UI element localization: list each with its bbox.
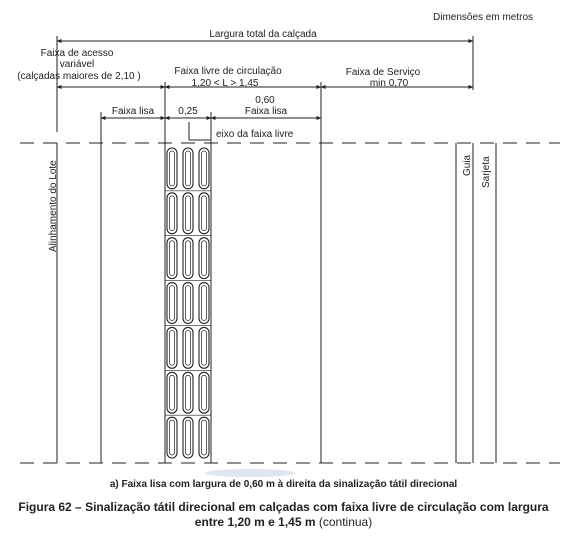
access-strip-label-3: (calçadas maiores de 2,10 ) (17, 71, 141, 82)
curb-label: Guia (462, 154, 473, 176)
caption-line-1: Figura 62 – Sinalização tátil direcional em calçadas com faixa livre de circulação com largura (18, 500, 549, 514)
tactile-tiles (165, 148, 211, 458)
tactile-bar (183, 417, 193, 458)
tactile-bar (167, 372, 177, 413)
service-strip-label-1: Faixa de Serviço (345, 67, 421, 78)
caption-line-2-text: entre 1,20 m e 1,45 m (194, 515, 316, 529)
tactile-bar (183, 372, 193, 413)
tactile-bar (199, 148, 209, 189)
access-strip-label-1: Faixa de acesso (40, 48, 114, 59)
tactile-bar-inner (202, 241, 207, 276)
tactile-bar-inner (202, 196, 207, 231)
gutter-label: Sarjeta (481, 156, 492, 188)
tactile-bar-inner (202, 286, 207, 321)
figure-caption (0, 500, 567, 530)
right-width-label: 0,60 (255, 95, 275, 106)
tactile-bar (199, 238, 209, 279)
tactile-bar (167, 238, 177, 279)
tactile-bar-inner (186, 241, 191, 276)
tactile-width-label: 0,25 (178, 106, 198, 117)
figure-subtitle: a) Faixa lisa com largura de 0,60 m à direita da sinalização tátil direcional (109, 479, 458, 490)
tactile-bar (183, 193, 193, 234)
lot-alignment-label: Alinhamento do Lote (48, 160, 59, 252)
tactile-bar-inner (186, 330, 191, 365)
tactile-bar (199, 193, 209, 234)
free-strip-label-2: 1,20 < L > 1,45 (191, 78, 259, 89)
tactile-bar (183, 238, 193, 279)
tactile-bar-inner (186, 151, 191, 186)
tactile-bar (167, 283, 177, 324)
smooth-left-label: Faixa lisa (111, 106, 155, 117)
tactile-bar-inner (170, 330, 175, 365)
tactile-bar-inner (170, 151, 175, 186)
axis-label: eixo da faixa livre (216, 129, 294, 140)
tactile-bar-inner (202, 375, 207, 410)
tactile-bar-inner (170, 420, 175, 455)
service-strip-label-2: min 0,70 (369, 78, 409, 89)
tactile-bar-inner (202, 420, 207, 455)
tactile-bar-inner (170, 286, 175, 321)
tactile-bar (199, 283, 209, 324)
tactile-bar (167, 148, 177, 189)
tactile-bar-inner (202, 330, 207, 365)
free-strip-label-1: Faixa livre de circulação (174, 66, 282, 77)
units-label: Dimensões em metros (433, 12, 534, 23)
tactile-bar (167, 417, 177, 458)
tactile-bar (199, 417, 209, 458)
tactile-bar-inner (186, 420, 191, 455)
caption-continues: (continua) (318, 515, 373, 529)
access-strip-label-2: variável (59, 59, 95, 70)
tactile-bar-inner (186, 196, 191, 231)
tactile-bar (183, 148, 193, 189)
caption-line-2 (0, 515, 567, 530)
tactile-bar (167, 193, 177, 234)
tactile-bar-inner (186, 286, 191, 321)
tactile-bar (183, 283, 193, 324)
tactile-bar-inner (170, 196, 175, 231)
watermark-shape (205, 469, 295, 477)
smooth-right-label: Faixa lisa (244, 106, 288, 117)
tactile-bar (199, 372, 209, 413)
total-width-label: Largura total da calçada (209, 29, 317, 40)
tactile-bar (183, 327, 193, 368)
tactile-bar-inner (170, 241, 175, 276)
tactile-bar-inner (170, 375, 175, 410)
tactile-bar-inner (202, 151, 207, 186)
tactile-bar (199, 327, 209, 368)
tactile-bar-inner (186, 375, 191, 410)
tactile-bar (167, 327, 177, 368)
